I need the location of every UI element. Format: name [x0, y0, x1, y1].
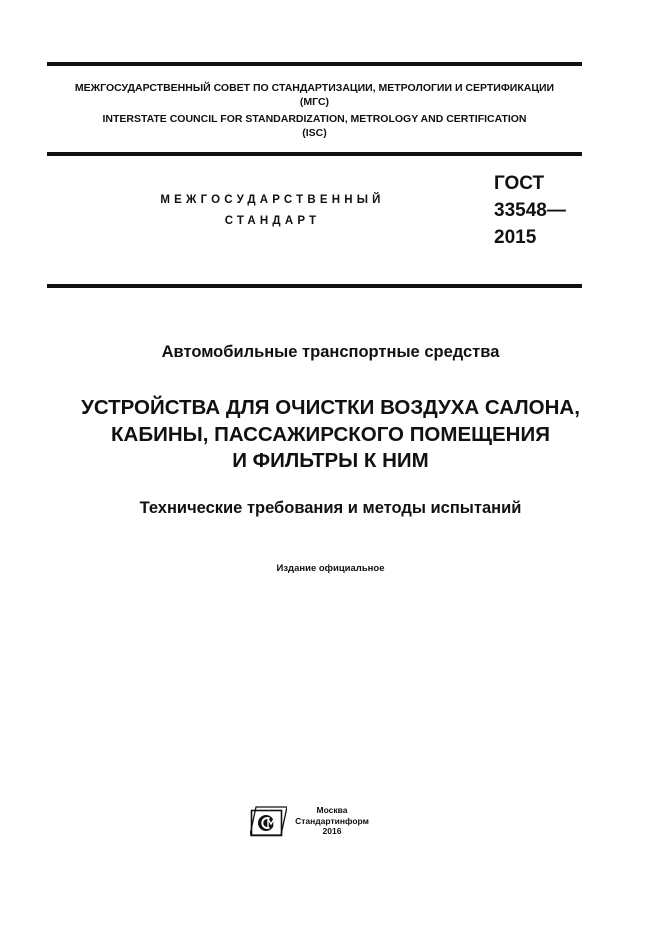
- council-name-en: [47, 112, 582, 140]
- edition-note: Издание официальное: [276, 563, 385, 574]
- main-title-line-3: И ФИЛЬТРЫ К НИМ: [232, 449, 429, 472]
- standard-type: [140, 190, 405, 232]
- middle-rule: [47, 152, 582, 156]
- gost-number: 33548—: [494, 200, 566, 221]
- standartinform-logo-icon: [250, 805, 287, 837]
- council-ru-line-1: МЕЖГОСУДАРСТВЕННЫЙ СОВЕТ ПО СТАНДАРТИЗАЦИИ, МЕТРОЛОГИИ И СЕРТИФИКАЦИИ: [74, 82, 555, 94]
- main-title: [0, 395, 661, 475]
- main-title-line-2: КАБИНЫ, ПАССАЖИРСКОГО ПОМЕЩЕНИЯ: [111, 422, 550, 446]
- standard-type-line-1: МЕЖГОСУДАРСТВЕННЫЙ: [160, 194, 385, 206]
- publisher-city: Москва: [316, 805, 348, 815]
- gost-year: 2015: [494, 227, 537, 248]
- main-title-line-1: УСТРОЙСТВА ДЛЯ ОЧИСТКИ ВОЗДУХА САЛОНА,: [81, 396, 580, 419]
- bottom-rule: [47, 284, 582, 288]
- council-en-abbrev: (ISC): [302, 127, 327, 139]
- gost-label: ГОСТ: [494, 173, 545, 194]
- gost-designation: [494, 170, 566, 251]
- category-title: Автомобильные транспортные средства: [161, 343, 500, 361]
- publisher-year: 2016: [322, 826, 342, 836]
- council-ru-abbrev: (МГС): [299, 96, 330, 108]
- standard-type-line-2: СТАНДАРТ: [224, 215, 321, 227]
- council-name-ru: [47, 81, 582, 109]
- publisher-name: Стандартинформ: [295, 815, 369, 826]
- council-en-line-1: INTERSTATE COUNCIL FOR STANDARDIZATION, METROLOGY AND CERTIFICATION: [102, 113, 527, 125]
- publisher-block: [294, 805, 370, 837]
- top-rule: [47, 62, 582, 66]
- requirements-subtitle: Технические требования и методы испытаний: [139, 499, 522, 517]
